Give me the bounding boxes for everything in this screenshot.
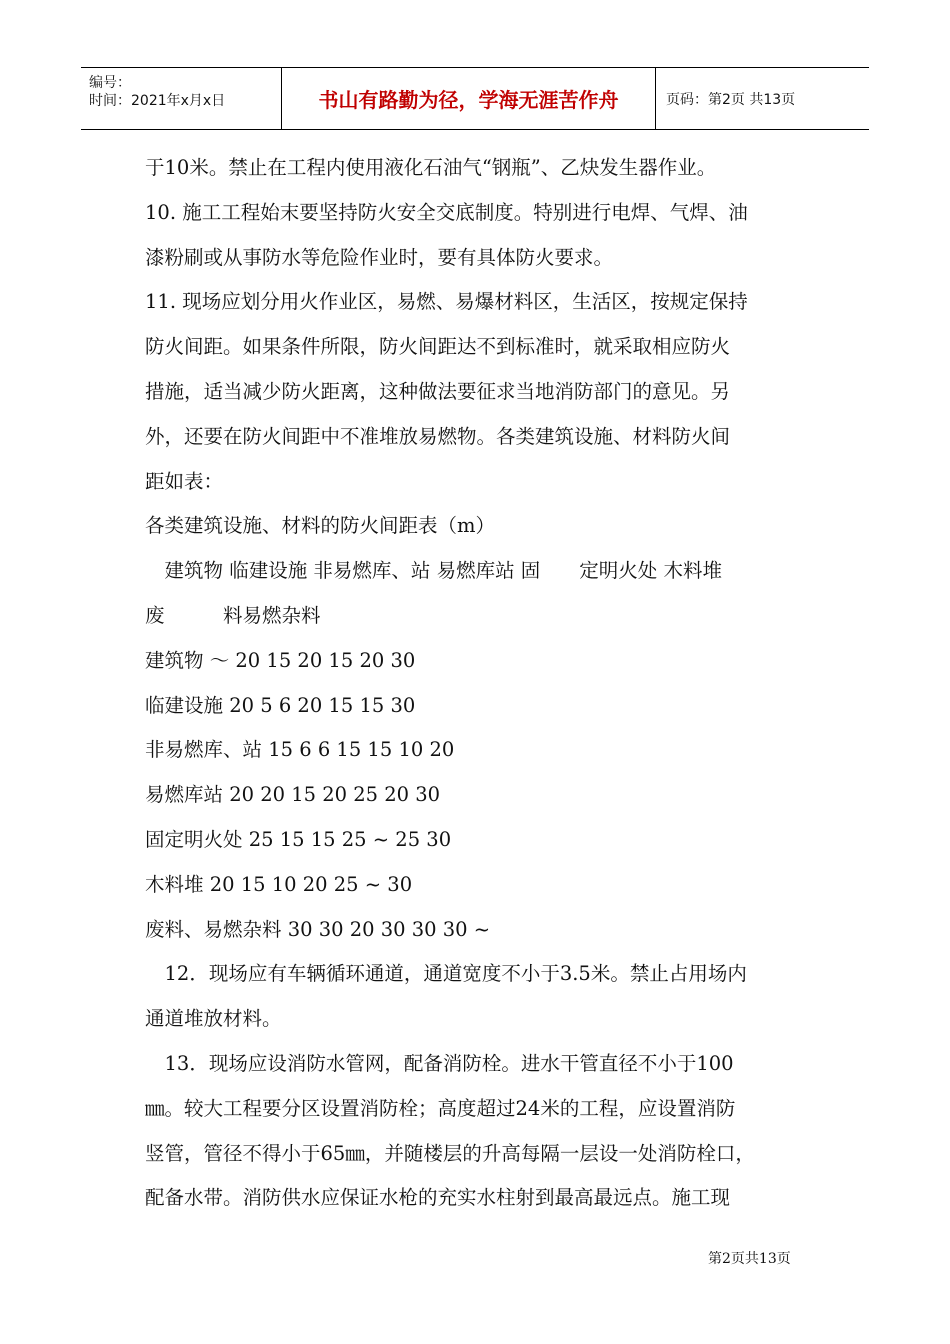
text-line: 于10米。禁止在工程内使用液化石油气“钢瓶”、乙炔发生器作业。 <box>145 156 717 179</box>
document-header <box>81 67 869 130</box>
text-line: 漆粉刷或从事防水等危险作业时，要有具体防火要求。 <box>145 245 614 269</box>
header-meta-cell <box>81 68 282 129</box>
table-caption: 各类建筑设施、材料的防火间距表（m） <box>145 514 495 538</box>
text-line: 配备水带。消防供水应保证水枪的充实水柱射到最高最远点。施工现 <box>145 1186 731 1210</box>
text-line: 防火间距。如果条件所限，防火间距达不到标准时，就采取相应防火 <box>145 335 731 359</box>
text-line: 竖管，管径不得小于65㎜，并随楼层的升高每隔一层设一处消防栓口， <box>145 1141 755 1165</box>
table-row: 木料堆 20 15 10 20 25 ~ 30 <box>145 872 413 896</box>
table-row: 建筑物 ～ 20 15 20 15 20 30 <box>145 648 416 672</box>
document-code-label: 编号： <box>89 75 131 91</box>
text-line: 距如表： <box>145 469 224 493</box>
text-line: 11. 现场应划分用火作业区，易燃、易爆材料区，生活区，按规定保持 <box>145 290 748 314</box>
text-line: 13．现场应设消防水管网，配备消防栓。进水干管直径不小于100 <box>145 1051 734 1075</box>
table-header-line: 建筑物 临建设施 非易燃库、站 易燃库站 固 定明火处 木料堆 <box>145 559 722 583</box>
table-row: 临建设施 20 5 6 20 15 15 30 <box>145 693 416 717</box>
page-footer: 第2页共13页 <box>708 1251 791 1267</box>
text-line: 通道堆放材料。 <box>145 1007 282 1031</box>
document-time-label: 时间：2021年x月x日 <box>89 93 226 109</box>
header-motto: 书山有路勤为径，学海无涯苦作舟 <box>318 88 619 112</box>
header-page-cell <box>656 68 869 129</box>
text-line: 外，还要在防火间距中不准堆放易燃物。各类建筑设施、材料防火间 <box>145 424 731 448</box>
document-body <box>145 146 815 1221</box>
text-line: 10. 施工工程始末要坚持防火安全交底制度。特别进行电焊、气焊、油 <box>145 200 748 224</box>
table-row: 易燃库站 20 20 15 20 25 20 30 <box>145 783 441 807</box>
text-line: ㎜。较大工程要分区设置消防栓；高度超过24米的工程，应设置消防 <box>145 1096 736 1120</box>
table-row: 固定明火处 25 15 15 25 ~ 25 30 <box>145 827 452 851</box>
header-motto-cell <box>282 68 656 129</box>
text-line: 措施，适当减少防火距离，这种做法要征求当地消防部门的意见。另 <box>145 379 731 403</box>
table-header-line: 废 料易燃杂料 <box>145 603 321 627</box>
text-line: 12．现场应有车辆循环通道，通道宽度不小于3.5米。禁止占用场内 <box>145 962 747 986</box>
header-page-label: 页码：第2页 共13页 <box>666 91 796 108</box>
table-row: 非易燃库、站 15 6 6 15 15 10 20 <box>145 738 455 762</box>
table-row: 废料、易燃杂料 30 30 20 30 30 30 ~ <box>145 917 491 941</box>
